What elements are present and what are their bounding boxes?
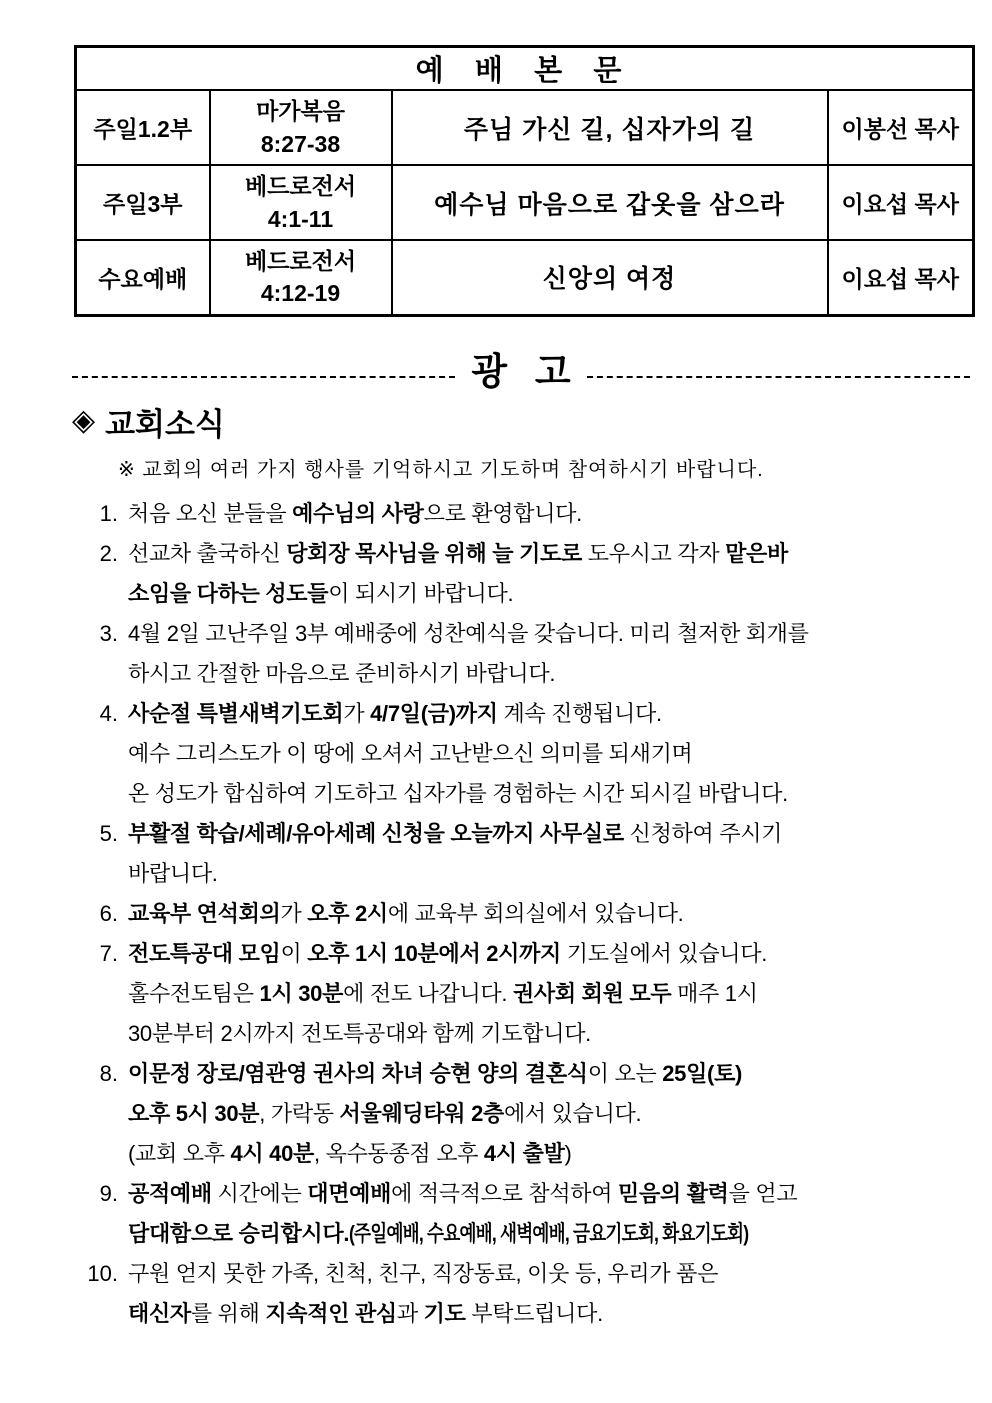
item-text: 공적예배 시간에는 대면예배에 적극적으로 참석하여 믿음의 활력을 얻고 담대함으로 승리합시다.(주일예배, 수요예배, 새벽예배, 금요기도회, 화요기도회) (128, 1180, 798, 1246)
service-name: 주일3부 (76, 165, 210, 240)
announcement-item (72, 894, 970, 934)
item-text: 전도특공대 모임이 오후 1시 10분에서 2시까지 기도실에서 있습니다. 홀수전도팀은 1시 30분에 전도 나갑니다. 권사회 회원 모두 매주 1시 30분부터 2시까지 전도특공대와 함께 기도합니다. (128, 940, 768, 1046)
announcement-item (72, 1054, 970, 1174)
item-text: 부활절 학습/세례/유아세례 신청을 오늘까지 사무실로 신청하여 주시기 바랍니다. (128, 820, 783, 886)
table-row (76, 165, 974, 240)
scripture-verse: 4:1-11 (267, 205, 334, 232)
item-number: 4. (99, 700, 118, 726)
service-name: 주일1.2부 (76, 90, 210, 165)
item-text: 4월 2일 고난주일 3부 예배중에 성찬예식을 갖습니다. 미리 철저한 회개를 하시고 간절한 마음으로 준비하시기 바랍니다. (128, 620, 809, 686)
sermon-title: 주님 가신 길, 십자가의 길 (392, 90, 828, 165)
scripture-verse: 4:12-19 (260, 280, 341, 307)
announcement-item (72, 1174, 970, 1254)
item-text: 구원 얻지 못한 가족, 친척, 친구, 직장동료, 이웃 등, 우리가 품은 태신자를 위해 지속적인 관심과 기도 부탁드립니다. (128, 1260, 719, 1326)
item-number: 10. (87, 1260, 118, 1286)
table-row (76, 90, 974, 165)
item-number: 1. (99, 500, 118, 526)
diamond-icon: ◈ (72, 404, 96, 437)
scripture-verse: 8:27-38 (260, 130, 341, 157)
church-news-note: ※ 교회의 여러 가지 행사를 기억하시고 기도하며 참여하시기 바랍니다. (118, 458, 764, 481)
worship-scripture-table (74, 45, 975, 317)
table-row (76, 240, 974, 315)
item-number: 2. (99, 540, 118, 566)
announcement-item (72, 814, 970, 894)
sermon-title: 예수님 마음으로 갑옷을 삼으라 (392, 165, 828, 240)
item-text: 교육부 연석회의가 오후 2시에 교육부 회의실에서 있습니다. (128, 900, 684, 926)
announcement-section-divider (72, 343, 970, 391)
announcement-item (72, 494, 970, 534)
scripture-book: 마가복음 (256, 98, 345, 125)
item-number: 6. (99, 900, 118, 926)
item-number: 8. (99, 1060, 118, 1086)
table-header-row (76, 47, 974, 91)
church-news-heading (72, 399, 970, 444)
announcement-item (72, 694, 970, 814)
item-text: 처음 오신 분들을 예수님의 사랑으로 환영합니다. (128, 500, 582, 526)
church-news-title: 교회소식 (105, 406, 225, 442)
item-number: 5. (99, 820, 118, 846)
scripture-book: 베드로전서 (244, 248, 357, 275)
preacher-name: 이봉선 목사 (828, 90, 974, 165)
item-number: 7. (99, 940, 118, 966)
announcement-section-title: 광 고 (471, 351, 571, 393)
announcement-item (72, 934, 970, 1054)
dashed-line-right (587, 376, 970, 378)
item-text: 사순절 특별새벽기도회가 4/7일(금)까지 계속 진행됩니다. 예수 그리스도가 이 땅에 오셔서 고난받으신 의미를 되새기며 온 성도가 합심하여 기도하고 십자가를 경험하는 시간 되시길 바랍니다. (128, 700, 788, 806)
announcement-item (72, 614, 970, 694)
item-text: 선교차 출국하신 당회장 목사님을 위해 늘 기도로 도우시고 각자 맡은바 소임을 다하는 성도들이 되시기 바랍니다. (128, 540, 788, 606)
table-title: 예 배 본 문 (76, 47, 974, 91)
scripture-book: 베드로전서 (244, 173, 357, 200)
scripture-ref (210, 240, 392, 315)
item-number: 9. (99, 1180, 118, 1206)
announcement-item (72, 534, 970, 614)
scripture-ref (210, 165, 392, 240)
announcement-item (72, 1254, 970, 1334)
announcements-list (72, 494, 970, 1334)
preacher-name: 이요섭 목사 (828, 165, 974, 240)
item-number: 3. (99, 620, 118, 646)
dashed-line-left (72, 376, 455, 378)
service-name: 수요예배 (76, 240, 210, 315)
preacher-name: 이요섭 목사 (828, 240, 974, 315)
item-text: 이문정 장로/염관영 권사의 차녀 승현 양의 결혼식이 오는 25일(토) 오후 5시 30분, 가락동 서울웨딩타워 2층에서 있습니다. (교회 오후 4시 40분, 옥수동종점 오후 4시 출발) (128, 1060, 743, 1166)
sermon-title: 신앙의 여정 (392, 240, 828, 315)
scripture-ref (210, 90, 392, 165)
